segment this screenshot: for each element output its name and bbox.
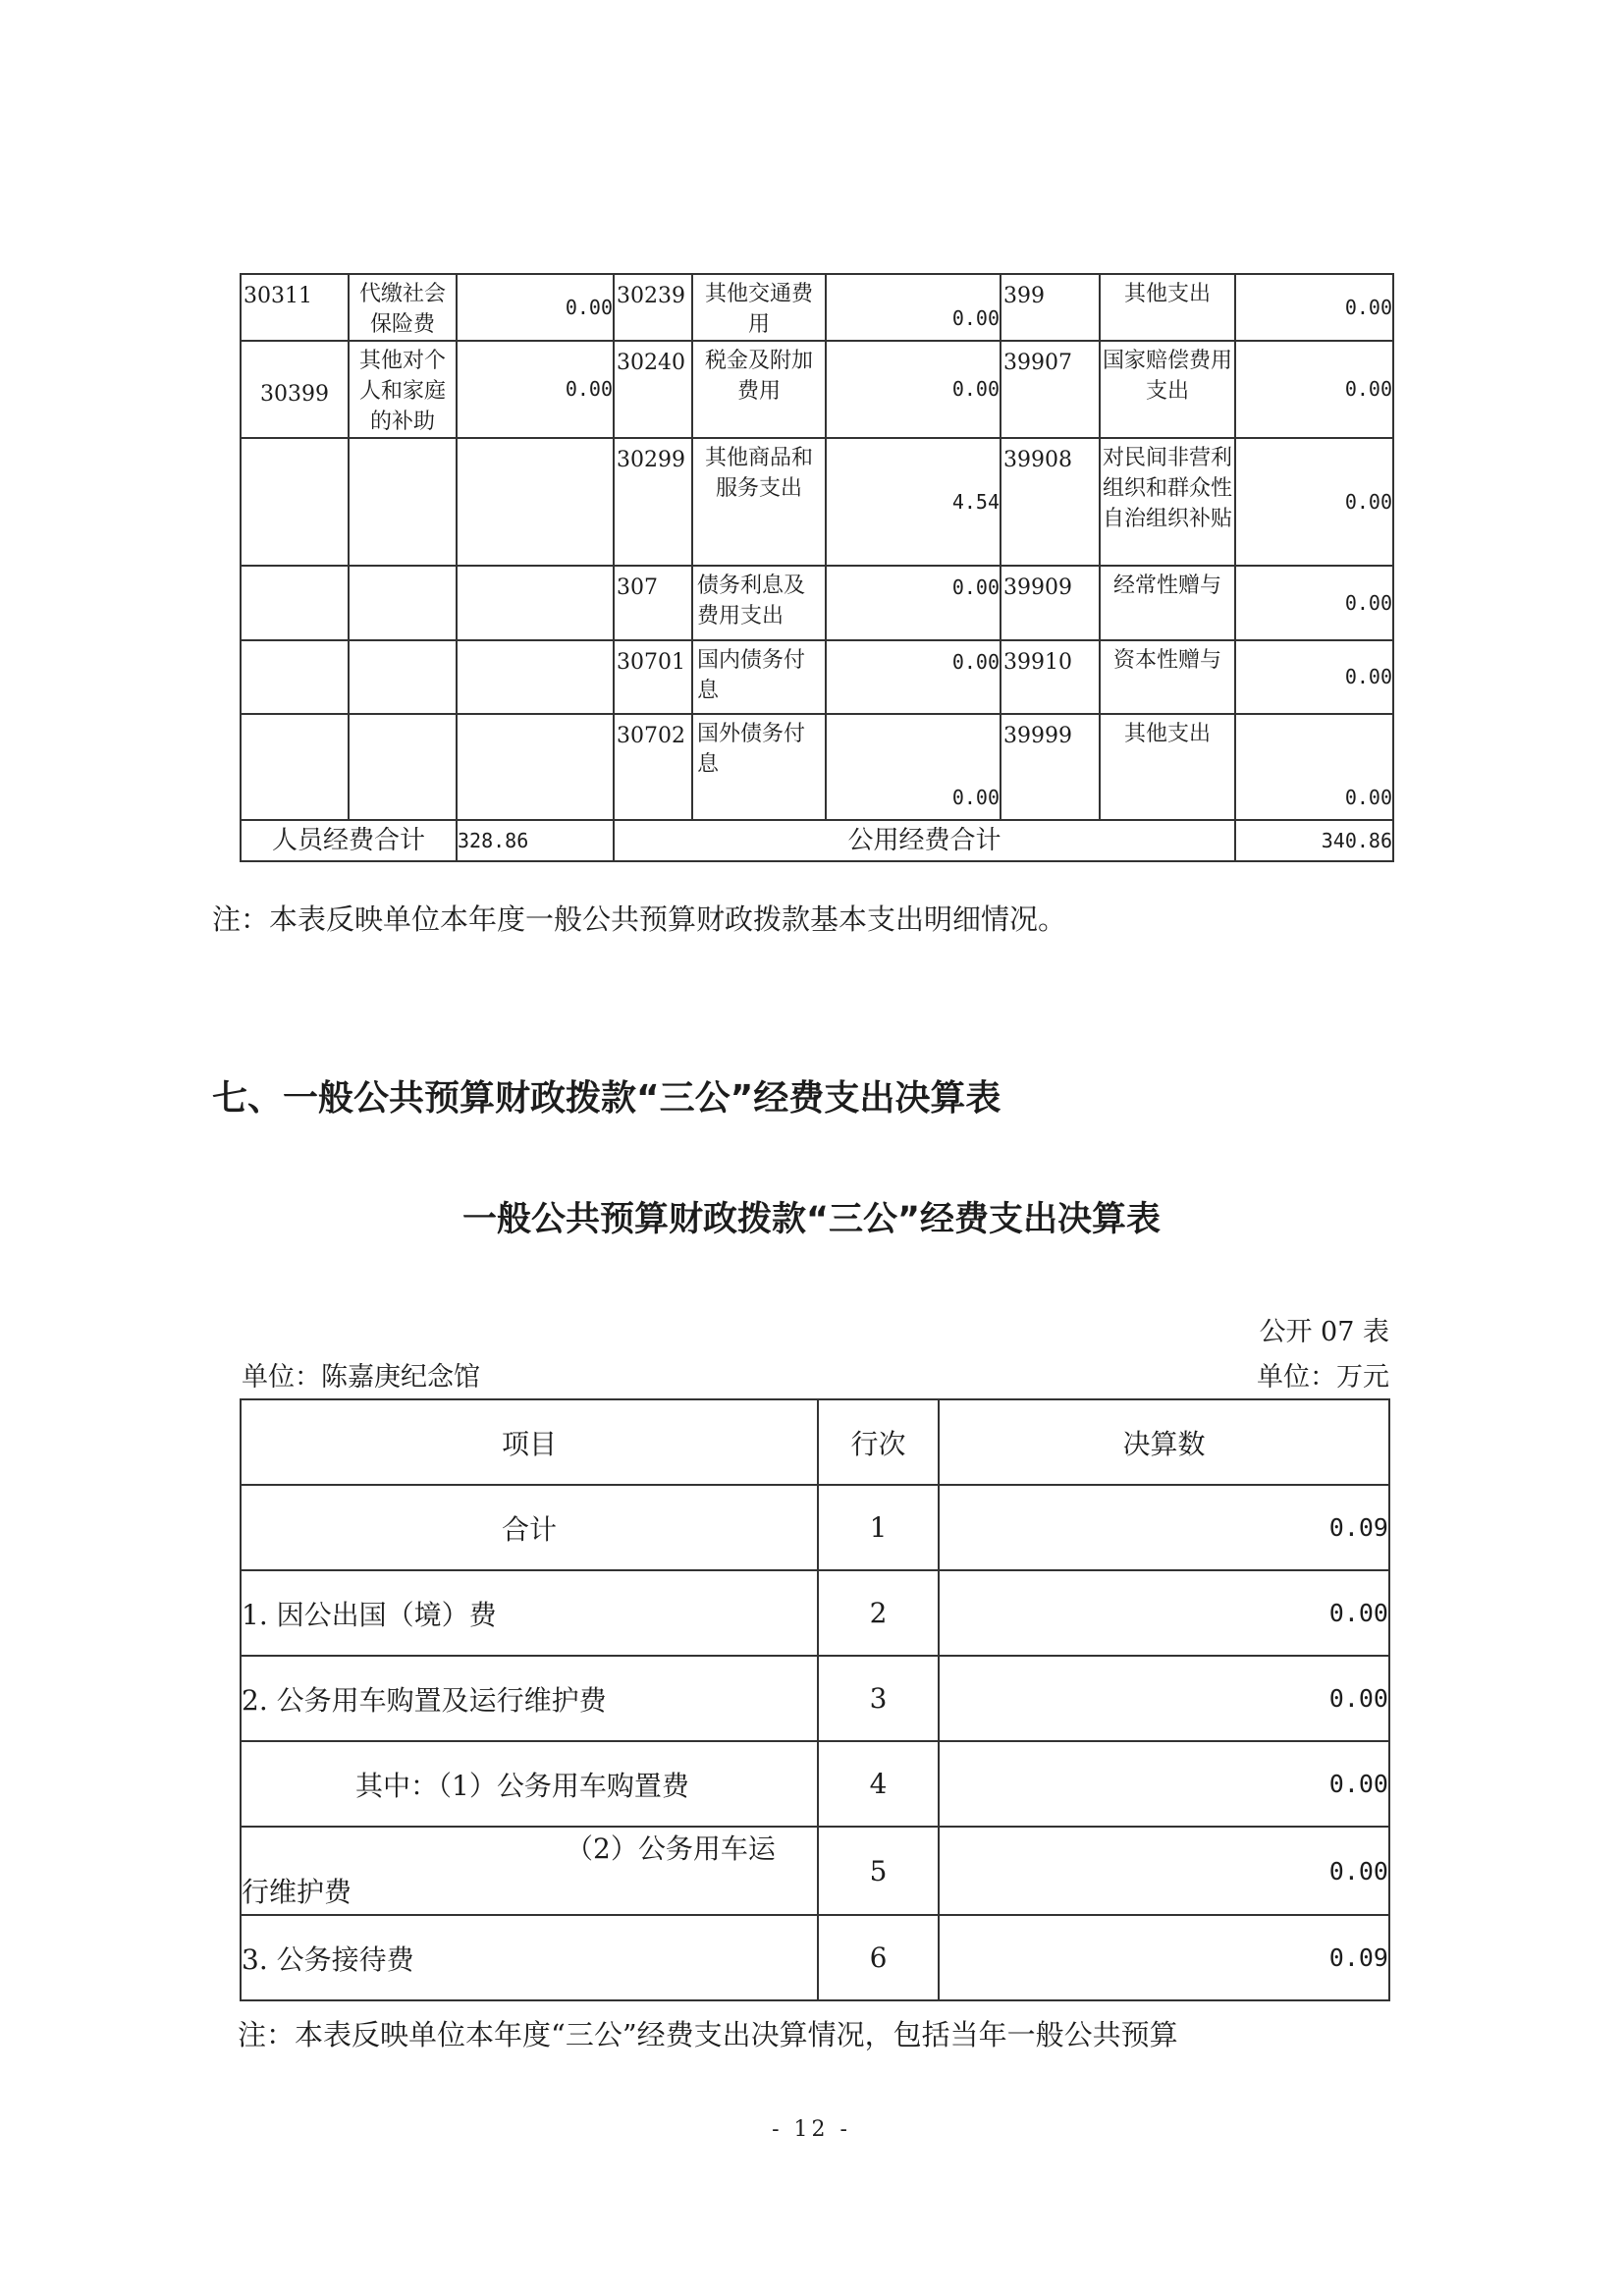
name-cell: 资本性赠与 <box>1100 640 1235 714</box>
empty-cell <box>241 714 349 820</box>
name-cell: 其他对个人和家庭的补助 <box>349 341 457 438</box>
item-line-1: （2）公务用车运 <box>566 1832 776 1865</box>
item-line-2: 行维护费 <box>242 1876 352 1908</box>
row-number-cell: 2 <box>818 1570 939 1656</box>
table-title: 一般公共预算财政拨款“三公”经费支出决算表 <box>461 1200 1161 1239</box>
unit-left: 单位：陈嘉庚纪念馆 <box>242 1362 480 1393</box>
amount-cell: 4.54 <box>826 438 1001 566</box>
table-note: 注：本表反映单位本年度一般公共预算财政拨款基本支出明细情况。 <box>212 902 1067 936</box>
table-row <box>241 640 1393 714</box>
code-cell: 30240 <box>614 341 692 438</box>
code-cell: 30701 <box>614 640 692 714</box>
row-number-cell: 5 <box>818 1827 939 1915</box>
code-cell: 30311 <box>241 274 349 341</box>
table-row <box>241 438 1393 566</box>
header-row <box>241 1399 1389 1485</box>
amount-cell: 0.00 <box>1235 566 1393 640</box>
amount-cell: 0.00 <box>939 1656 1389 1741</box>
empty-cell <box>349 640 457 714</box>
amount-cell: 0.00 <box>826 274 1001 341</box>
empty-cell <box>457 438 614 566</box>
name-cell: 其他支出 <box>1100 274 1235 341</box>
table-row <box>241 1741 1389 1827</box>
personnel-total-value: 328.86 <box>457 820 614 861</box>
section-heading: 七、一般公共预算财政拨款“三公”经费支出决算表 <box>212 1078 1001 1119</box>
unit-right: 单位：万元 <box>1257 1362 1389 1393</box>
code-cell: 39908 <box>1001 438 1100 566</box>
row-number-cell: 1 <box>818 1485 939 1570</box>
empty-cell <box>457 566 614 640</box>
totals-row <box>241 820 1393 861</box>
table-row <box>241 1827 1389 1915</box>
page-number: - 12 - <box>772 2117 851 2142</box>
amount-cell: 0.09 <box>939 1485 1389 1570</box>
name-cell: 对民间非营利组织和群众性自治组织补贴 <box>1100 438 1235 566</box>
code-cell: 30299 <box>614 438 692 566</box>
row-number-cell: 4 <box>818 1741 939 1827</box>
name-cell: 国外债务付息 <box>692 714 826 820</box>
item-cell: 2. 公务用车购置及运行维护费 <box>241 1656 818 1741</box>
amount-cell: 0.00 <box>1235 274 1393 341</box>
header-amount: 决算数 <box>939 1399 1389 1485</box>
name-cell: 其他商品和服务支出 <box>692 438 826 566</box>
name-cell: 其他交通费用 <box>692 274 826 341</box>
item-cell: 3. 公务接待费 <box>241 1915 818 2000</box>
name-cell: 国内债务付息 <box>692 640 826 714</box>
amount-cell: 0.00 <box>457 341 614 438</box>
public-total-label: 公用经费合计 <box>614 820 1235 861</box>
amount-cell: 0.09 <box>939 1915 1389 2000</box>
amount-cell: 0.00 <box>939 1827 1389 1915</box>
name-cell: 债务利息及费用支出 <box>692 566 826 640</box>
name-cell: 经常性赠与 <box>1100 566 1235 640</box>
code-cell: 30702 <box>614 714 692 820</box>
empty-cell <box>349 714 457 820</box>
item-cell: 1. 因公出国（境）费 <box>241 1570 818 1656</box>
code-cell: 399 <box>1001 274 1100 341</box>
table-row <box>241 1485 1389 1570</box>
header-item: 项目 <box>241 1399 818 1485</box>
public-total-value: 340.86 <box>1235 820 1393 861</box>
amount-cell: 0.00 <box>826 640 1001 714</box>
amount-cell: 0.00 <box>1235 341 1393 438</box>
code-cell: 39999 <box>1001 714 1100 820</box>
three-public-expenses-table <box>240 1398 1390 2001</box>
name-cell: 代缴社会保险费 <box>349 274 457 341</box>
code-cell: 39909 <box>1001 566 1100 640</box>
code-cell: 307 <box>614 566 692 640</box>
empty-cell <box>457 640 614 714</box>
table-row <box>241 274 1393 341</box>
empty-cell <box>457 714 614 820</box>
table-row <box>241 714 1393 820</box>
amount-cell: 0.00 <box>826 566 1001 640</box>
header-row-no: 行次 <box>818 1399 939 1485</box>
row-number-cell: 6 <box>818 1915 939 2000</box>
amount-cell: 0.00 <box>826 341 1001 438</box>
item-cell: 合计 <box>241 1485 818 1570</box>
personnel-total-label: 人员经费合计 <box>241 820 457 861</box>
table-code: 公开 07 表 <box>1259 1317 1389 1347</box>
code-cell: 30239 <box>614 274 692 341</box>
empty-cell <box>241 640 349 714</box>
item-cell: 其中：（1）公务用车购置费 <box>241 1741 818 1827</box>
table-row <box>241 566 1393 640</box>
empty-cell <box>349 438 457 566</box>
empty-cell <box>241 566 349 640</box>
amount-cell: 0.00 <box>939 1741 1389 1827</box>
row-number-cell: 3 <box>818 1656 939 1741</box>
amount-cell: 0.00 <box>1235 714 1393 820</box>
amount-cell: 0.00 <box>826 714 1001 820</box>
table-row <box>241 341 1393 438</box>
amount-cell: 0.00 <box>1235 640 1393 714</box>
table-row <box>241 1915 1389 2000</box>
code-cell: 39907 <box>1001 341 1100 438</box>
name-cell: 税金及附加费用 <box>692 341 826 438</box>
amount-cell: 0.00 <box>939 1570 1389 1656</box>
basic-expenditure-detail-table <box>240 273 1394 862</box>
name-cell: 国家赔偿费用支出 <box>1100 341 1235 438</box>
amount-cell: 0.00 <box>457 274 614 341</box>
empty-cell <box>349 566 457 640</box>
code-cell: 30399 <box>241 341 349 438</box>
table-row <box>241 1656 1389 1741</box>
amount-cell: 0.00 <box>1235 438 1393 566</box>
code-cell: 39910 <box>1001 640 1100 714</box>
table-row <box>241 1570 1389 1656</box>
table-note-2: 注：本表反映单位本年度“三公”经费支出决算情况，包括当年一般公共预算 <box>238 2018 1178 2051</box>
name-cell: 其他支出 <box>1100 714 1235 820</box>
item-cell <box>241 1827 818 1915</box>
empty-cell <box>241 438 349 566</box>
